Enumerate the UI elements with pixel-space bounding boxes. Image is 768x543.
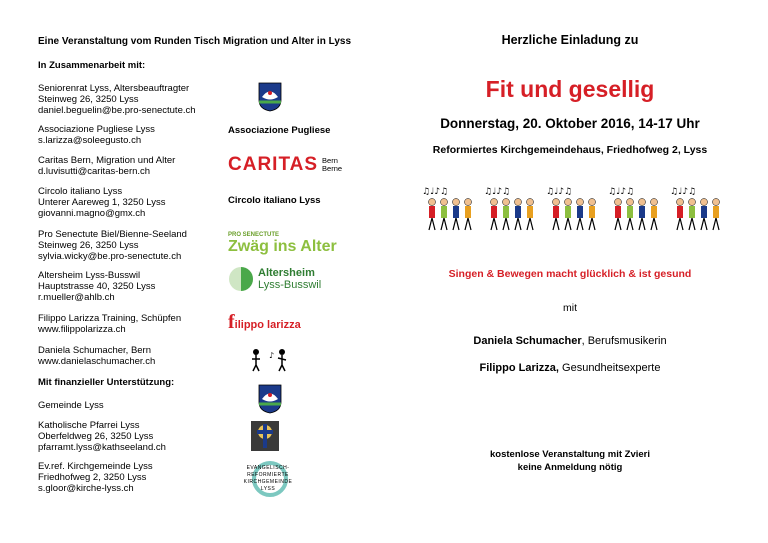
partner-daniela: Daniela Schumacher, Bern www.danielaschumacher.ch	[38, 345, 156, 367]
performer-2: Filippo Larizza, Gesundheitsexperte	[479, 362, 661, 374]
partner-seniorenrat: Seniorenrat Lyss, Altersbeauftragter Steinweg 26, 3250 Lyss daniel.beguelin@be.pro-senectute.ch	[38, 83, 196, 116]
pugliese-logo: Associazione Pugliese	[228, 125, 331, 136]
funder-gemeinde: Gemeinde Lyss	[38, 400, 104, 411]
partner-pugliese: Associazione Pugliese Lyss s.larizza@soleegusto.ch	[38, 124, 155, 146]
partner-circolo: Circolo italiano Lyss Unterer Aareweg 1, 3250 Lyss giovanni.magno@gmx.ch	[38, 186, 166, 219]
kirchgemeinde-logo: EVANGELISCH-REFORMIERTE KIRCHGEMEINDE LYSS	[228, 465, 308, 493]
caritas-logo: CARITAS Bern Berne	[228, 154, 343, 175]
partner-caritas: Caritas Bern, Migration und Alter d.luvisutti@caritas-bern.ch	[38, 155, 176, 177]
filippo-logo: f ilippo larizza	[228, 311, 301, 333]
funder-pfarrei: Katholische Pfarrei Lyss Oberfeldweg 26, 3250 Lyss pfarramt.lyss@kathseeland.ch	[38, 420, 166, 453]
left-header: Eine Veranstaltung vom Runden Tisch Migration und Alter in Lyss	[38, 36, 352, 47]
event-venue: Reformiertes Kirchgemeindehaus, Friedhofweg 2, Lyss	[432, 144, 708, 156]
partner-pro-senectute: Pro Senectute Biel/Bienne-Seeland Steinweg 26, 3250 Lyss sylvia.wicky@be.pro-senectute.ch	[38, 229, 187, 262]
altersheim-logo: Altersheim Lyss-Busswil	[228, 266, 321, 292]
funder-kirchgemeinde: Ev.ref. Kirchgemeinde Lyss Friedhofweg 2, 3250 Lyss s.gloor@kirche-lyss.ch	[38, 461, 153, 494]
svg-text:♪: ♪	[269, 351, 275, 360]
footer-free-event: kostenlose Veranstaltung mit Zvieri	[490, 449, 650, 460]
lyss-coat-of-arms-icon	[258, 384, 282, 414]
with-label: mit	[563, 302, 577, 314]
svg-text:♫♩♪♫: ♫♩♪♫	[422, 187, 449, 197]
partner-altersheim: Altersheim Lyss-Busswil Hauptstrasse 40, 3250 Lyss r.mueller@ahlb.ch	[38, 270, 156, 303]
singing-figures-illustration	[420, 182, 730, 234]
performer-1: Daniela Schumacher, Berufsmusikerin	[473, 335, 667, 347]
event-date: Donnerstag, 20. Oktober 2016, 14-17 Uhr	[440, 116, 700, 131]
invitation-line: Herzliche Einladung zu	[501, 33, 639, 47]
partner-filippo: Filippo Larizza Training, Schüpfen www.filippolarizza.ch	[38, 313, 182, 335]
motto: Singen & Bewegen macht glücklich & ist gesund	[448, 268, 692, 280]
event-title: Fit und gesellig	[485, 76, 655, 102]
pro-senectute-logo: PRO SENECTUTE Zwäg ins Alter	[228, 232, 337, 255]
pfarrei-logo-icon	[250, 420, 280, 452]
footer-no-registration: keine Anmeldung nötig	[517, 462, 623, 473]
musician-figures-icon	[248, 348, 292, 372]
collab-heading: In Zusammenarbeit mit:	[38, 60, 146, 71]
funding-heading: Mit finanzieller Unterstützung:	[38, 377, 175, 388]
lyss-coat-of-arms-icon	[258, 82, 282, 112]
altersheim-circle-icon	[228, 266, 254, 292]
circolo-logo: Circolo italiano Lyss	[228, 195, 321, 206]
